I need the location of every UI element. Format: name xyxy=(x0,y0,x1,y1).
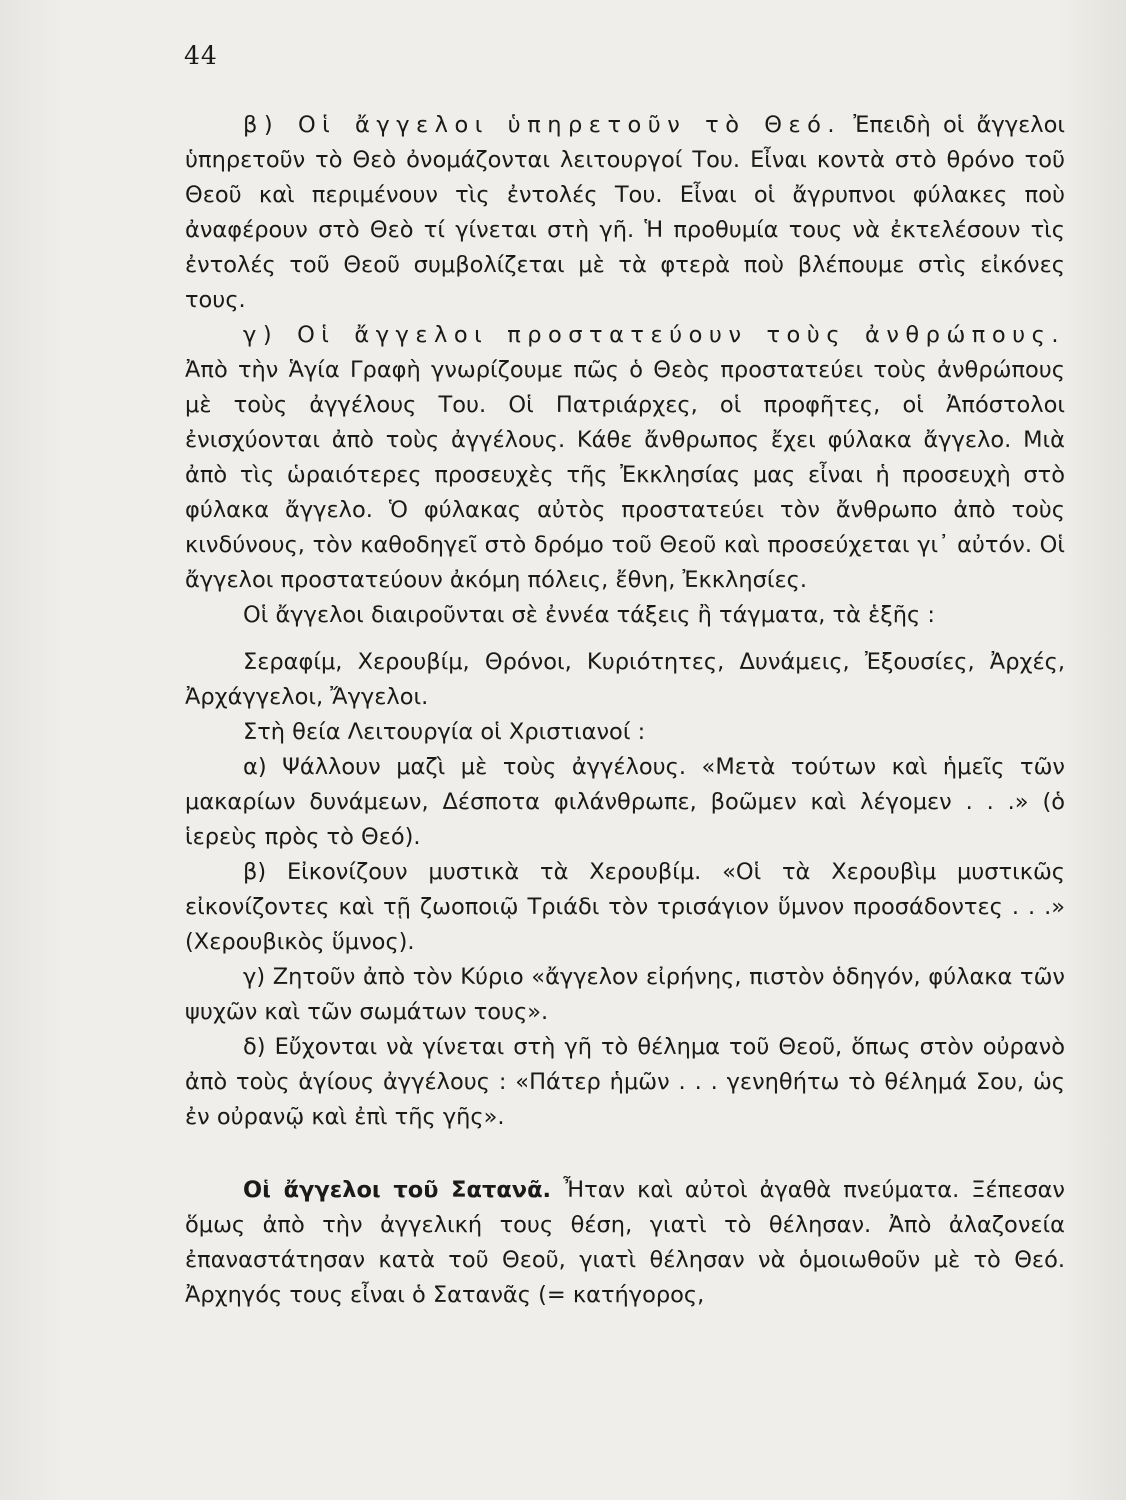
angel-orders-intro: Οἱ ἄγγελοι διαιροῦνται σὲ ἐννέα τάξεις ἢ τάγματα, τὰ ἑξῆς : xyxy=(243,602,935,628)
paragraph-satan-angels xyxy=(185,1173,1065,1313)
liturgy-intro: Στὴ θεία Λειτουργία οἱ Χριστιανοί : xyxy=(243,719,646,745)
liturgy-item-delta: δ) Εὔχονται νὰ γίνεται στὴ γῆ τὸ θέλημα τοῦ Θεοῦ, ὅπως στὸν οὐρανὸ ἀπὸ τοὺς ἁγίους ἀγγέλους : «Πάτερ ἡμῶν . . . γενηθήτω τὸ θέλημά Σου, ὡς ἐν οὐρανῷ καὶ ἐπὶ τῆς γῆς». xyxy=(185,1034,1065,1130)
liturgy-item-gamma: γ) Ζητοῦν ἀπὸ τὸν Κύριο «ἄγγελον εἰρήνης, πιστὸν ὁδηγόν, φύλακα τῶν ψυχῶν καὶ τῶν σωμάτων τους». xyxy=(185,964,1065,1025)
section-heading-beta: β) Οἱ ἄγγελοι ὑπηρετοῦν τὸ Θεό. xyxy=(243,112,842,138)
paragraph-angels-protect-humans xyxy=(185,318,1065,598)
liturgy-item-alpha: α) Ψάλλουν μαζὶ μὲ τοὺς ἀγγέλους. «Μετὰ τούτων καὶ ἡμεῖς τῶν μακαρίων δυνάμεων, Δέσποτα φιλάνθρωπε, βοῶμεν καὶ λέγομεν . . .» (ὁ ἱερεὺς πρὸς τὸ Θεό). xyxy=(185,754,1065,850)
page-number: 44 xyxy=(184,41,218,70)
angel-orders-list: Σεραφίμ, Χερουβίμ, Θρόνοι, Κυριότητες, Δυνάμεις, Ἐξουσίες, Ἀρχές, Ἀρχάγγελοι, Ἄγγελοι. xyxy=(185,649,1065,710)
paragraph-angels-serve-god xyxy=(185,108,1065,318)
section-heading-gamma: γ) Οἱ ἄγγελοι προστατεύουν τοὺς ἀνθρώπους. xyxy=(243,322,1065,348)
liturgy-item-beta: β) Εἰκονίζουν μυστικὰ τὰ Χερουβίμ. «Οἱ τὰ Χερουβὶμ μυστικῶς εἰκονίζοντες καὶ τῇ ζωοποιῷ Τριάδι τὸν τρισάγιον ὕμνον προσάδοντες . . .» (Χερουβικὸς ὕμνος). xyxy=(185,859,1065,955)
section-heading-satan: Οἱ ἄγγελοι τοῦ Σατανᾶ. xyxy=(243,1177,552,1203)
paragraph-text-beta: Ἐπειδὴ οἱ ἄγγελοι ὑπηρετοῦν τὸ Θεὸ ὀνομάζονται λειτουργοί Του. Εἶναι κοντὰ στὸ θρόνο τοῦ Θεοῦ καὶ περιμένουν τὶς ἐντολές Του. Εἶναι οἱ ἄγρυπνοι φύλακες ποὺ ἀναφέρουν στὸ Θεὸ τί γίνεται στὴ γῆ. Ἡ προθυμία τους νὰ ἐκτελέσουν τὶς ἐντολές τοῦ Θεοῦ συμβολίζεται μὲ τὰ φτερὰ ποὺ βλέπουμε στὶς εἰκόνες τους. xyxy=(185,112,1066,313)
paragraph-text-gamma: Ἀπὸ τὴν Ἁγία Γραφὴ γνωρίζουμε πῶς ὁ Θεὸς προστατεύει τοὺς ἀνθρώπους μὲ τοὺς ἀγγέλους Του. Οἱ Πατριάρχες, οἱ προφῆτες, οἱ Ἀπόστολοι ἐνισχύονται ἀπὸ τοὺς ἀγγέλους. Κάθε ἄνθρωπος ἔχει φύλακα ἄγγελο. Μιὰ ἀπὸ τὶς ὡραιότερες προσευχὲς τῆς Ἐκκλησίας μας εἶναι ἡ προσευχὴ στὸ φύλακα ἄγγελο. Ὁ φύλακας αὐτὸς προστατεύει τὸν ἄνθρωπο ἀπὸ τοὺς κινδύνους, τὸν καθοδηγεῖ στὸ δρόμο τοῦ Θεοῦ καὶ προσεύχεται γι᾽ αὐτόν. Οἱ ἄγγελοι προστατεύουν ἀκόμη πόλεις, ἔθνη, Ἐκκλησίες. xyxy=(185,357,1065,593)
paragraph-text-satan: Ἦταν καὶ αὐτοὶ ἀγαθὰ πνεύματα. Ξέπεσαν ὅμως ἀπὸ τὴν ἀγγελική τους θέση, γιατὶ τὸ θέλησαν. Ἀπὸ ἀλαζονεία ἐπαναστάτησαν κατὰ τοῦ Θεοῦ, γιατὶ θέλησαν νὰ ὁμοιωθοῦν μὲ τὸ Θεό. Ἀρχηγός τους εἶναι ὁ Σατανᾶς (= κατήγορος, xyxy=(185,1177,1065,1308)
body-text xyxy=(185,108,1065,1313)
